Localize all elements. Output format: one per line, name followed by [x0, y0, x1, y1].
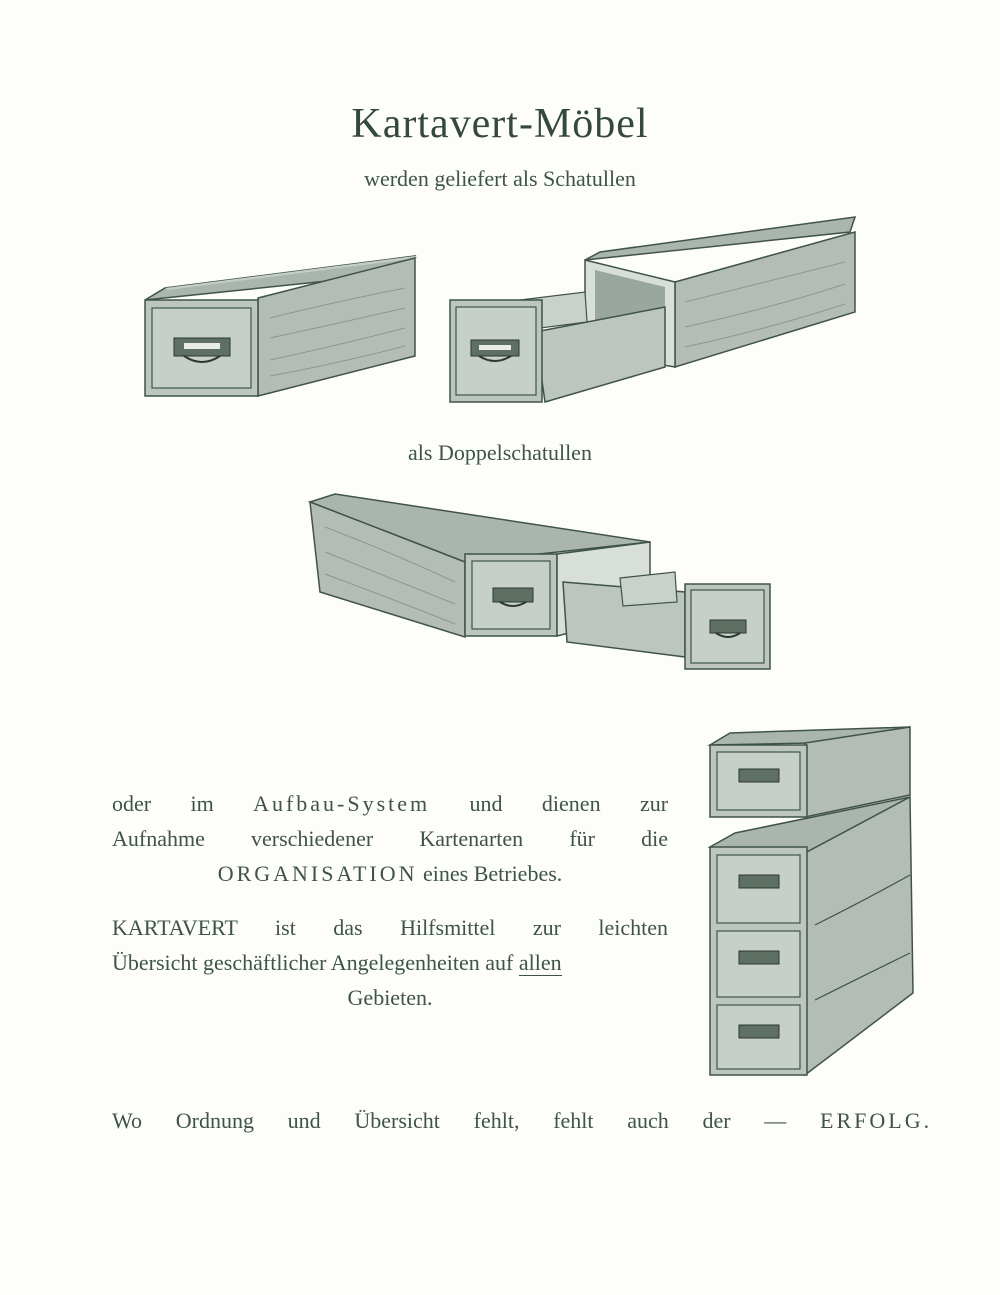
subtitle-schatullen: werden geliefert als Schatullen — [364, 166, 636, 191]
word: zur — [639, 791, 669, 816]
page-title: Kartavert-Möbel — [351, 101, 649, 147]
word: der — [702, 1108, 731, 1133]
word: oder — [112, 791, 152, 816]
word: ist — [275, 915, 296, 940]
word: Übersicht — [354, 1108, 440, 1133]
para2-line2 — [112, 945, 668, 980]
word: Aufbau-System — [253, 791, 431, 816]
para1-line3 — [112, 856, 668, 891]
single-box-illustration — [140, 248, 425, 403]
word: im — [190, 791, 214, 816]
stacked-cabinet-illustration — [705, 725, 920, 1080]
word: Hilfsmittel — [400, 915, 496, 940]
word: dienen — [541, 791, 601, 816]
open-box-illustration — [445, 212, 865, 407]
word: für — [569, 826, 595, 851]
word: das — [333, 915, 363, 940]
word: ORGANISATION — [217, 861, 418, 886]
para1-line1 — [112, 786, 668, 821]
word: Aufnahme — [112, 826, 205, 851]
word: auch — [627, 1108, 669, 1133]
footer-slogan — [112, 1108, 932, 1134]
text: Übersicht geschäftlicher Angelegenheiten auf — [112, 950, 514, 975]
subtitle-doppelschatullen: als Doppelschatullen — [408, 440, 592, 465]
word-erfolg: ERFOLG. — [820, 1108, 933, 1133]
word: eines Betriebes. — [422, 861, 563, 886]
word: die — [641, 826, 669, 851]
underlined-word: allen — [518, 950, 562, 975]
word: Wo — [112, 1108, 143, 1133]
word: KARTAVERT — [112, 915, 238, 940]
double-box-illustration — [305, 492, 775, 672]
word: fehlt, — [473, 1108, 520, 1133]
word: verschiedener — [251, 826, 374, 851]
word: fehlt — [553, 1108, 594, 1133]
word: — — [764, 1108, 787, 1133]
paragraph-kartavert — [112, 910, 668, 1015]
para2-line3: Gebieten. — [347, 985, 433, 1010]
word: Kartenarten — [419, 826, 524, 851]
word: und — [287, 1108, 321, 1133]
word: Ordnung — [175, 1108, 254, 1133]
paragraph-aufbau-system — [112, 786, 668, 891]
word: und — [469, 791, 503, 816]
para2-line1 — [112, 910, 668, 945]
word: zur — [532, 915, 561, 940]
word: leichten — [598, 915, 669, 940]
para1-line2 — [112, 821, 668, 856]
